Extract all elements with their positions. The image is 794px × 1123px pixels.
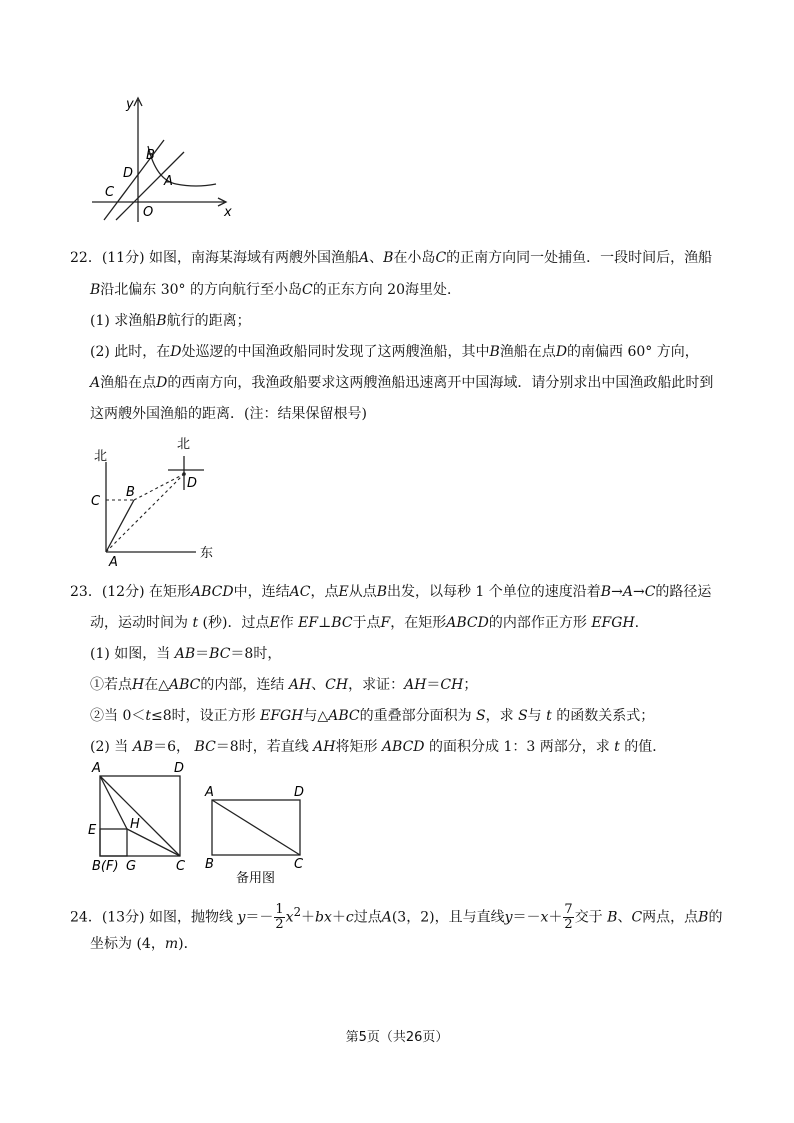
curve-hyperbola bbox=[148, 146, 216, 186]
label-e: E bbox=[88, 823, 97, 838]
label-o: O bbox=[143, 205, 154, 220]
square-efgh bbox=[100, 829, 127, 856]
diagonal-ac-spare bbox=[212, 800, 300, 855]
q22-line2: B沿北偏东 30° 的方向航行至小岛C的正东方向 20海里处． bbox=[90, 282, 461, 298]
segment-ah bbox=[100, 776, 127, 829]
label-c-spare: C bbox=[294, 857, 304, 872]
label-east: 东 bbox=[200, 546, 214, 561]
q22-part2-line3: 这两艘外国渔船的距离．(注：结果保留根号) bbox=[90, 406, 367, 422]
segment-ad-dashed bbox=[106, 474, 184, 552]
label-h: H bbox=[130, 817, 140, 832]
q23-part2: (2) 当 AB＝6， BC＝8时，若直线 AH将矩形 ABCD 的面积分成 1：3 两部分，求 t 的值． bbox=[90, 739, 667, 755]
segment-hc bbox=[127, 829, 180, 856]
line-through-b bbox=[104, 140, 164, 220]
fraction-seven-halves: $\frac{7}{2}$ bbox=[564, 902, 573, 933]
spare-rectangle bbox=[212, 800, 300, 855]
label-d-spare: D bbox=[294, 785, 305, 800]
figure-q21 bbox=[86, 92, 236, 227]
label-b-spare: B bbox=[205, 857, 214, 872]
figure-q22 bbox=[86, 432, 226, 568]
label-d: D bbox=[174, 761, 185, 776]
label-g: G bbox=[126, 859, 137, 874]
label-a: A bbox=[164, 174, 173, 189]
point-d bbox=[182, 472, 186, 476]
q22-part2-line2: A渔船在点D的西南方向，我渔政船要求这两艘渔船迅速离开中国海域．请分别求出中国渔政船此时到 bbox=[90, 375, 714, 391]
label-north-2: 北 bbox=[177, 437, 191, 452]
q22-part2-line1: (2) 此时，在D处巡逻的中国渔政船同时发现了这两艘渔船，其中B渔船在点D的南偏西 60° 方向， bbox=[90, 344, 699, 360]
q23-part1: (1) 如图，当 AB＝BC＝8时， bbox=[90, 646, 282, 662]
label-d: D bbox=[123, 166, 134, 181]
label-a-spare: A bbox=[205, 785, 214, 800]
label-north-1: 北 bbox=[94, 449, 108, 464]
fraction-one-half: $\frac{1}{2}$ bbox=[275, 902, 284, 933]
segment-ab bbox=[106, 500, 134, 552]
label-b: B bbox=[146, 148, 155, 163]
label-d: D bbox=[187, 476, 198, 491]
q22-part1: (1) 求渔船B航行的距离； bbox=[90, 313, 251, 329]
label-c: C bbox=[91, 494, 101, 509]
label-c: C bbox=[176, 859, 186, 874]
diagonal-ac bbox=[100, 776, 180, 856]
q23-line2: 动，运动时间为 t (秒)．过点E作 EF⊥BC于点F，在矩形ABCD的内部作正方形 EFGH. bbox=[90, 615, 640, 631]
q23-part1-ii: ②当 0＜t≤8时，设正方形 EFGH与△ABC的重叠部分面积为 S，求 S与 t 的函数关系式； bbox=[90, 708, 655, 724]
label-bf: B(F) bbox=[92, 859, 119, 874]
q23-line1: 23．(12分) 在矩形ABCD中，连结AC，点E从点B出发，以每秒 1 个单位的速度沿着B→A→C的路径运 bbox=[70, 584, 712, 600]
label-b: B bbox=[126, 485, 135, 500]
q23-part1-i: ①若点H在△ABC的内部，连结 AH、CH，求证：AH＝CH； bbox=[90, 677, 478, 693]
label-spare-figure: 备用图 bbox=[236, 871, 276, 886]
label-c: C bbox=[105, 185, 115, 200]
q22-line1: 22．(11分) 如图，南海某海域有两艘外国渔船A、B在小岛C的正南方向同一处捕鱼．一段时间后，渔船 bbox=[70, 250, 713, 266]
q24-line2: 坐标为 (4，m)． bbox=[90, 936, 198, 952]
figure-q23 bbox=[86, 758, 326, 886]
label-x: x bbox=[224, 205, 232, 220]
page-footer: 第5页（共26页） bbox=[345, 1030, 449, 1045]
segment-bd-dashed bbox=[134, 474, 184, 500]
label-y: y bbox=[126, 97, 134, 112]
label-a: A bbox=[109, 555, 118, 568]
label-a: A bbox=[92, 761, 101, 776]
q24-line1: 24．(13分) 如图，抛物线 y＝－ $\frac{1}{2}$ $x^2+bx+c$过点A(3，2)，且与直线y＝－x＋ $\frac{7}{2}$ 交于 B、C两点，点B的 bbox=[70, 902, 723, 933]
square-abcd bbox=[100, 776, 180, 856]
